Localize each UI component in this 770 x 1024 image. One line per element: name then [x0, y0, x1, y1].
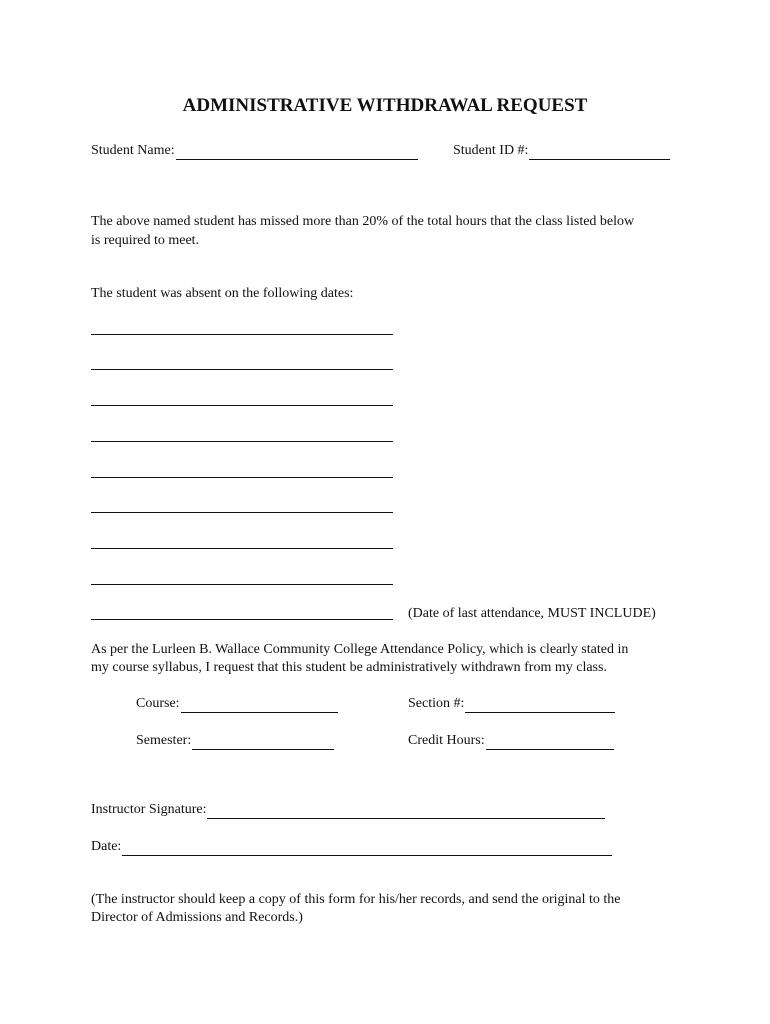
- date-label: Date:: [91, 839, 122, 854]
- absent-date-line[interactable]: [91, 369, 393, 370]
- absent-date-line[interactable]: [91, 334, 393, 335]
- footer-line-2: Director of Admissions and Records.): [91, 910, 303, 925]
- date-field[interactable]: [91, 838, 612, 856]
- course-blank[interactable]: [181, 698, 338, 713]
- policy-line-2: my course syllabus, I request that this student be administratively withdrawn from my class.: [91, 660, 607, 675]
- student-name-label: Student Name:: [91, 143, 175, 158]
- missed-hours-line-2: is required to meet.: [91, 233, 200, 248]
- student-id-label: Student ID #:: [453, 143, 529, 158]
- section-label: Section #:: [408, 696, 465, 711]
- absent-date-line[interactable]: [91, 584, 393, 585]
- section-field[interactable]: [408, 695, 615, 713]
- missed-hours-line-1: The above named student has missed more than 20% of the total hours that the class listed below: [91, 214, 635, 229]
- section-blank[interactable]: [465, 698, 615, 713]
- instructor-signature-field[interactable]: [91, 801, 605, 819]
- course-field[interactable]: [136, 695, 338, 713]
- form-title: ADMINISTRATIVE WITHDRAWAL REQUEST: [182, 95, 588, 116]
- last-attendance-date-line[interactable]: [91, 619, 393, 620]
- semester-blank[interactable]: [192, 735, 334, 750]
- absent-date-line[interactable]: [91, 441, 393, 442]
- credit-hours-label: Credit Hours:: [408, 733, 485, 748]
- date-blank[interactable]: [122, 841, 612, 856]
- credit-hours-blank[interactable]: [486, 735, 614, 750]
- absent-date-line[interactable]: [91, 512, 393, 513]
- absent-date-line[interactable]: [91, 548, 393, 549]
- absent-date-line[interactable]: [91, 405, 393, 406]
- student-id-field[interactable]: [453, 142, 670, 160]
- policy-line-1: As per the Lurleen B. Wallace Community College Attendance Policy, which is clearly stated in: [91, 642, 629, 657]
- credit-hours-field[interactable]: [408, 732, 614, 750]
- last-attendance-note: (Date of last attendance, MUST INCLUDE): [408, 606, 656, 621]
- instructor-signature-blank[interactable]: [207, 804, 605, 819]
- student-name-blank[interactable]: [176, 145, 418, 160]
- student-id-blank[interactable]: [529, 145, 670, 160]
- semester-label: Semester:: [136, 733, 192, 748]
- absent-date-line[interactable]: [91, 477, 393, 478]
- instructor-signature-label: Instructor Signature:: [91, 802, 207, 817]
- absent-dates-label: The student was absent on the following dates:: [91, 286, 354, 301]
- footer-line-1: (The instructor should keep a copy of this form for his/her records, and send the original to the: [91, 892, 621, 907]
- course-label: Course:: [136, 696, 180, 711]
- student-name-field[interactable]: [91, 142, 418, 160]
- semester-field[interactable]: [136, 732, 334, 750]
